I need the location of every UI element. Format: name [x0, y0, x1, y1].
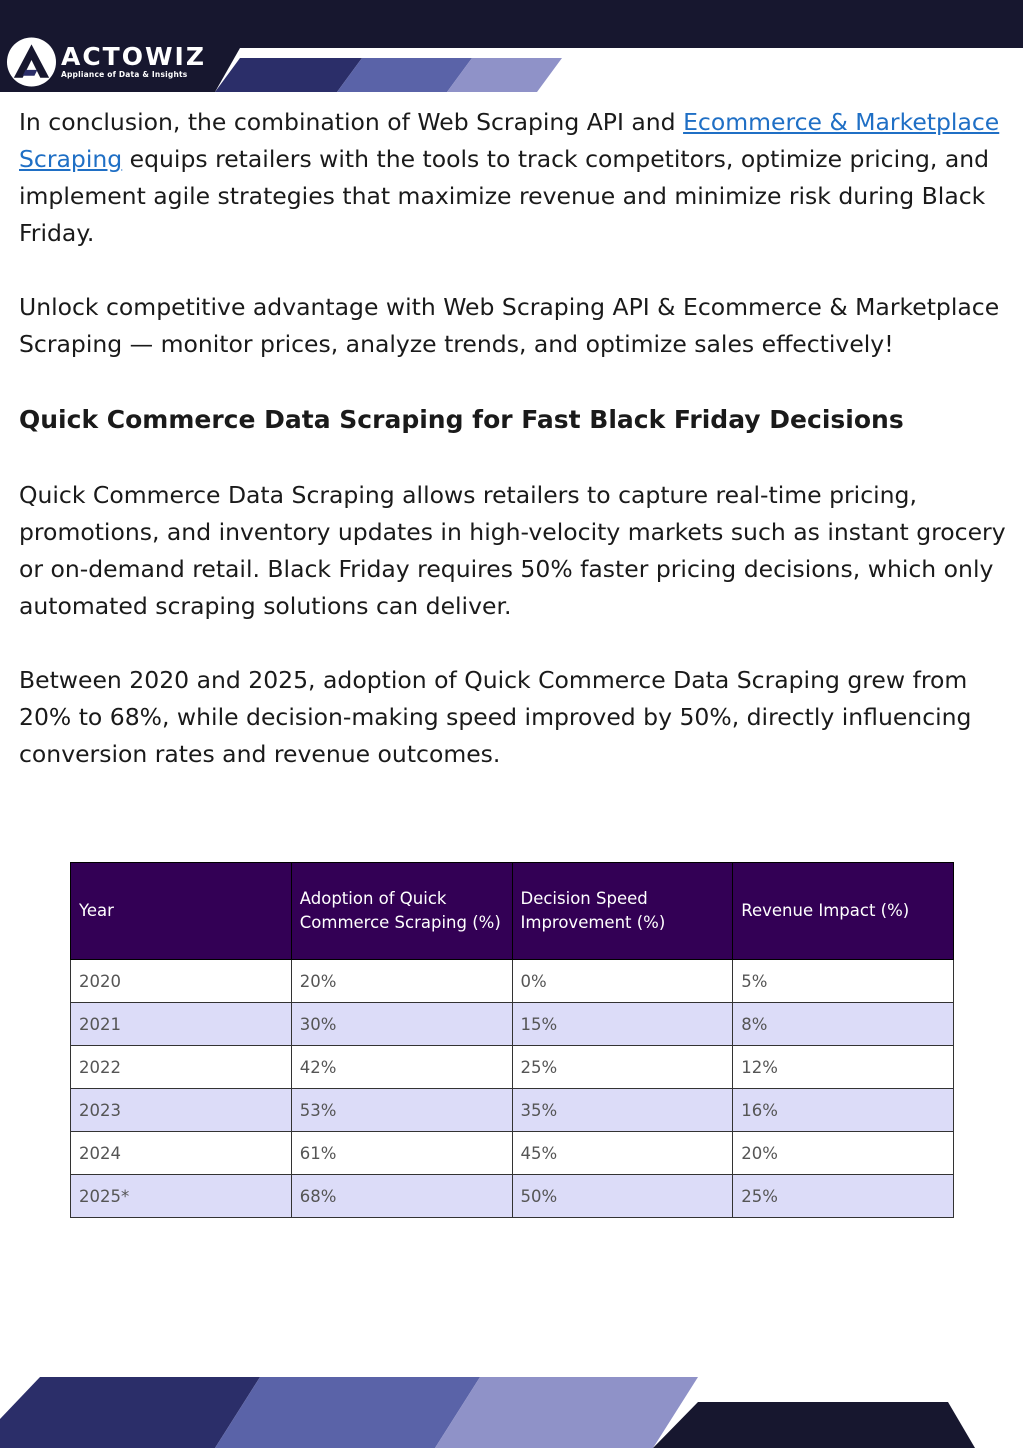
cell-decision-speed: 25%	[512, 1046, 733, 1089]
cell-decision-speed: 0%	[512, 960, 733, 1003]
brand-name: ACTOWIZ	[60, 42, 206, 71]
cell-year: 2020	[71, 960, 292, 1003]
cell-adoption: 61%	[291, 1132, 512, 1175]
cell-adoption: 68%	[291, 1175, 512, 1218]
cell-revenue-impact: 16%	[733, 1089, 954, 1132]
footer-banner	[0, 1374, 1023, 1448]
cell-decision-speed: 45%	[512, 1132, 733, 1175]
cell-decision-speed: 35%	[512, 1089, 733, 1132]
header-decision-speed: Decision Speed Improvement (%)	[512, 863, 733, 960]
section-heading: Quick Commerce Data Scraping for Fast Black Friday Decisions	[19, 405, 904, 434]
table-row	[71, 1089, 954, 1132]
table-row	[71, 1175, 954, 1218]
table-header-row	[71, 863, 954, 960]
header-adoption: Adoption of Quick Commerce Scraping (%)	[291, 863, 512, 960]
logo-mark-icon	[6, 36, 57, 88]
paragraph-conclusion-end: equips retailers with the tools to track competitors, optimize pricing, and implement agile strategies that maximize revenue and minimize risk during Black Friday.	[19, 145, 990, 247]
cell-year: 2025*	[71, 1175, 292, 1218]
table-row	[71, 1003, 954, 1046]
cell-decision-speed: 50%	[512, 1175, 733, 1218]
table-row	[71, 960, 954, 1003]
adoption-table	[70, 862, 954, 1218]
article-body	[19, 104, 1009, 773]
cell-adoption: 20%	[291, 960, 512, 1003]
paragraph-cta: Unlock competitive advantage with Web Scraping API & Ecommerce & Marketplace Scraping — monitor prices, analyze trends, and optimize sales effectively!	[19, 293, 1000, 358]
cell-year: 2021	[71, 1003, 292, 1046]
paragraph-adoption: Between 2020 and 2025, adoption of Quick Commerce Data Scraping grew from 20% to 68%, while decision-making speed improved by 50%, directly influencing conversion rates and revenue outcomes.	[19, 666, 972, 768]
paragraph-conclusion	[19, 104, 1009, 252]
cell-decision-speed: 15%	[512, 1003, 733, 1046]
cell-revenue-impact: 25%	[733, 1175, 954, 1218]
cell-year: 2023	[71, 1089, 292, 1132]
ecommerce-marketplace-scraping-link[interactable]: Ecommerce & Marketplace Scraping	[19, 108, 1000, 173]
table-row	[71, 1132, 954, 1175]
cell-year: 2024	[71, 1132, 292, 1175]
cell-revenue-impact: 5%	[733, 960, 954, 1003]
cell-revenue-impact: 8%	[733, 1003, 954, 1046]
brand-tagline: Appliance of Data & Insights	[60, 70, 188, 79]
cell-revenue-impact: 12%	[733, 1046, 954, 1089]
cell-revenue-impact: 20%	[733, 1132, 954, 1175]
cell-adoption: 42%	[291, 1046, 512, 1089]
paragraph-conclusion-start: In conclusion, the combination of Web Scraping API and	[19, 108, 684, 136]
cell-adoption: 30%	[291, 1003, 512, 1046]
header-year: Year	[71, 863, 292, 960]
header-revenue-impact: Revenue Impact (%)	[733, 863, 954, 960]
cell-adoption: 53%	[291, 1089, 512, 1132]
paragraph-quick-commerce: Quick Commerce Data Scraping allows retailers to capture real-time pricing, promotions, and inventory updates in high-velocity markets such as instant grocery or on-demand retail. Black Friday requires 50% faster pricing decisions, which only automated scraping solutions can deliver.	[19, 481, 1006, 620]
cell-year: 2022	[71, 1046, 292, 1089]
table-row	[71, 1046, 954, 1089]
actowiz-logo	[6, 34, 206, 90]
